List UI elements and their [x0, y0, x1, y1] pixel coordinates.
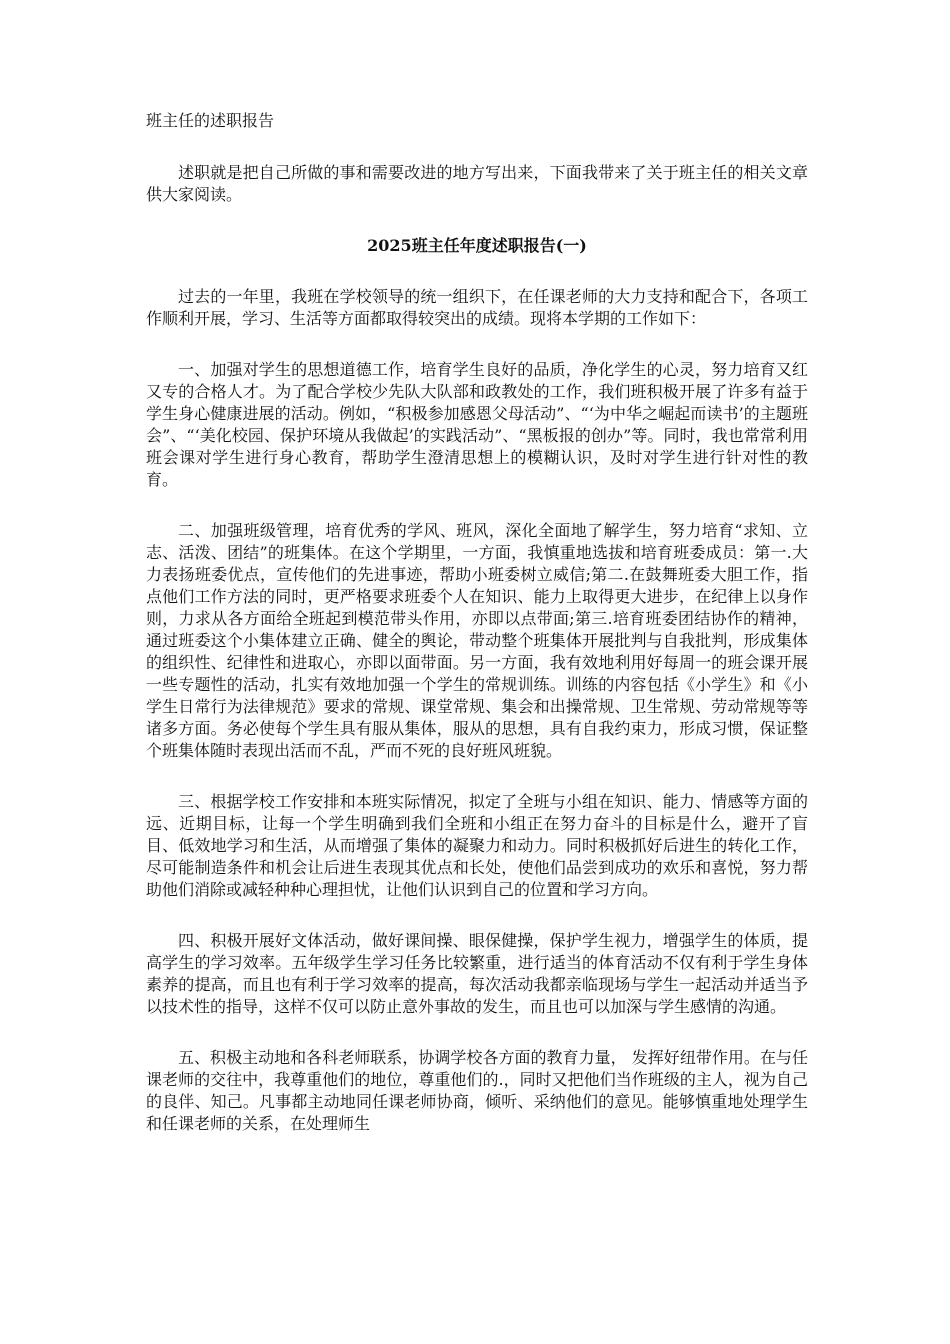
intro-paragraph: 述职就是把自己所做的事和需要改进的地方写出来，下面我带来了关于班主任的相关文章供大家阅读。: [146, 163, 808, 204]
section-heading: 2025班主任年度述职报告(一): [367, 236, 587, 255]
paragraph-moral-education: 一、加强对学生的思想道德工作，培育学生良好的品质，净化学生的心灵，努力培育又红又专的合格人才。为了配合学校少先队大队部和政教处的工作，我们班积极开展了许多有益于学生身心健康进展的活动。例如，“积极参加感恩父母活动”、“‘为中华之崛起而读书’的主题班会”、“‘美化校园、保护环境从我做起’的实践活动”、“黑板报的创办”等。同时，我也常常利用班会课对学生进行身心教育，帮助学生澄清思想上的模糊认识，及时对学生进行针对性的教育。: [146, 360, 808, 489]
document-title: 班主任的述职报告: [146, 111, 275, 130]
paragraph-overview: 过去的一年里，我班在学校领导的统一组织下，在任课老师的大力支持和配合下，各项工作顺利开展，学习、生活等方面都取得较突出的成绩。现将本学期的工作如下：: [146, 287, 808, 328]
paragraph-class-management: 二、加强班级管理，培育优秀的学风、班风，深化全面地了解学生，努力培育“求知、立志、活泼、团结”的班集体。在这个学期里，一方面，我慎重地选拔和培育班委成员：第一.大力表扬班委优点，宣传他们的先进事迹，帮助小班委树立威信;第二.在鼓舞班委大胆工作，指点他们工作方法的同时，更严格要求班委个人在知识、能力上取得更大进步，在纪律上以身作则，力求从各方面给全班起到模范带头作用，亦即以点带面;第三.培育班委团结协作的精神，通过班委这个小集体建立正确、健全的舆论，带动整个班集体开展批判与自我批判，形成集体的组织性、纪律性和进取心，亦即以面带面。另一方面，我有效地利用好每周一的班会课开展一些专题性的活动，扎实有效地加强一个学生的常规训练。训练的内容包括《小学生》和《小学生日常行为法律规范》要求的常规、课堂常规、集会和出操常规、卫生常规、劳动常规等等诸多方面。务必使每个学生具有服从集体，服从的思想，具有自我约束力，形成习惯，保证整个班集体随时表现出活而不乱，严而不死的良好班风班貌。: [146, 521, 808, 760]
paragraph-teacher-cooperation: 五、积极主动地和各科老师联系，协调学校各方面的教育力量， 发挥好纽带作用。在与任课老师的交往中，我尊重他们的地位，尊重他们的.，同时又把他们当作班级的主人，视为自己的良伴、知己。凡事都主动地同任课老师协商，倾听、采纳他们的意见。能够慎重地处理学生和任课老师的关系，在处理师生: [146, 1048, 808, 1133]
document-page: [146, 110, 808, 1135]
paragraph-sports-activities: 四、积极开展好文体活动，做好课间操、眼保健操，保护学生视力，增强学生的体质，提高学生的学习效率。五年级学生学习任务比较繁重，进行适当的体育活动不仅有利于学生身体素养的提高，而且也有利于学习效率的提高，每次活动我都亲临现场与学生一起活动并适当予以技术性的指导，这样不仅可以防止意外事故的发生，而且也可以加深与学生感情的沟通。: [146, 931, 808, 1016]
paragraph-goals: 三、根据学校工作安排和本班实际情况，拟定了全班与小组在知识、能力、情感等方面的远、近期目标，让每一个学生明确到我们全班和小组正在努力奋斗的目标是什么，避开了盲目、低效地学习和生活，从而增强了集体的凝聚力和动力。同时积极抓好后进生的转化工作，尽可能制造条件和机会让后进生表现其优点和长处，使他们品尝到成功的欢乐和喜悦，努力帮助他们消除或减轻种种心理担忧，让他们认识到自己的位置和学习方向。: [146, 792, 808, 899]
